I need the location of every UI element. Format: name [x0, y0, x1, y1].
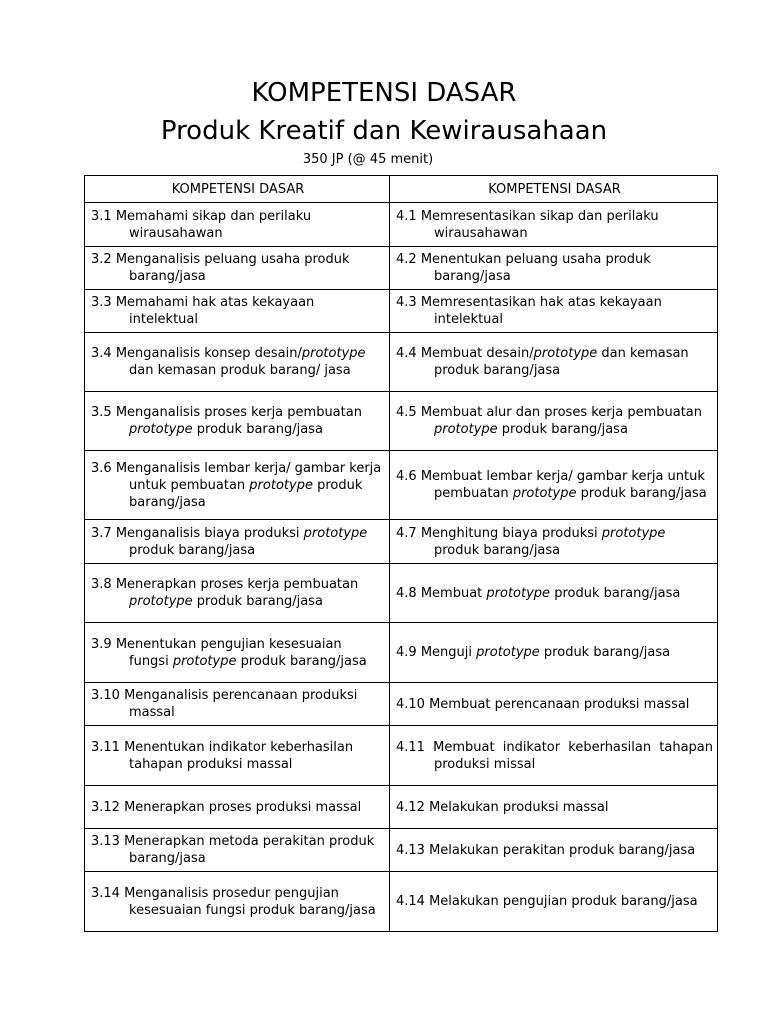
competency-statement: [91, 799, 385, 816]
competency-text: Menganalisis proses kerja pembuatan: [115, 405, 362, 420]
competency-text: Menentukan pengujian kesesuaian fungsi: [115, 636, 342, 669]
competency-text: Melakukan produksi massal: [429, 799, 609, 815]
competency-number: 3.8: [91, 577, 112, 592]
column-header-knowledge: KOMPETENSI DASAR: [85, 176, 390, 203]
competency-knowledge-cell: [85, 564, 390, 623]
competency-number: 4.3: [396, 295, 417, 310]
competency-number: 3.11: [91, 739, 120, 755]
competency-text: produk barang/jasa: [539, 645, 671, 660]
table-row: [85, 872, 718, 932]
competency-statement: [396, 585, 713, 602]
competency-number: 3.2: [91, 252, 112, 267]
competency-text: produk barang/jasa: [192, 422, 323, 437]
competency-number: 3.12: [91, 799, 120, 815]
competency-knowledge-cell: [85, 683, 390, 726]
competency-text: Melakukan perakitan produk barang/jasa: [429, 842, 696, 858]
competency-statement: [91, 294, 385, 328]
italic-term: prototype: [129, 594, 193, 609]
competency-text: Menganalisis prosedur pengujian kesesuaian fungsi produk barang/jasa: [124, 885, 376, 918]
competency-number: 4.10: [396, 696, 425, 712]
competency-text: produk barang/jasa: [236, 653, 367, 669]
italic-term: prototype: [303, 525, 368, 541]
competency-text: produk barang/jasa: [129, 477, 363, 510]
competency-statement: [396, 404, 713, 438]
competency-statement: [396, 799, 713, 816]
competency-skill-cell: [390, 520, 718, 564]
competency-skill-cell: [390, 247, 718, 290]
competency-skill-cell: [390, 564, 718, 623]
competency-number: 3.4: [91, 346, 112, 361]
competency-knowledge-cell: [85, 333, 390, 392]
competency-skill-cell: [390, 451, 718, 520]
competency-text: Membuat desain/: [420, 346, 534, 361]
table-body: [85, 203, 718, 932]
italic-term: prototype: [434, 422, 498, 437]
competency-number: 3.9: [91, 636, 112, 652]
competency-number: 3.5: [91, 405, 112, 420]
competency-text: Menerapkan proses produksi massal: [124, 799, 362, 815]
competency-statement: [91, 833, 385, 867]
competency-statement: [91, 576, 385, 610]
competency-statement: [396, 842, 713, 859]
competency-statement: [91, 345, 385, 379]
table-row: [85, 786, 718, 829]
competency-knowledge-cell: [85, 786, 390, 829]
competency-knowledge-cell: [85, 623, 390, 683]
competency-skill-cell: [390, 829, 718, 872]
competency-statement: [91, 525, 385, 559]
competency-number: 4.12: [396, 799, 425, 815]
document-subject: Produk Kreatif dan Kewirausahaan: [160, 116, 608, 146]
competency-text: Menerapkan proses kerja pembuatan: [115, 577, 359, 592]
competency-number: 3.13: [91, 834, 120, 849]
competency-statement: [91, 208, 385, 242]
competency-statement: [91, 739, 385, 773]
competency-knowledge-cell: [85, 247, 390, 290]
competency-text: Menentukan peluang usaha produk barang/jasa: [420, 252, 651, 284]
competency-statement: [91, 687, 385, 721]
competency-text: produk barang/jasa: [129, 542, 256, 558]
competency-statement: [396, 525, 713, 559]
competency-statement: [396, 644, 713, 661]
italic-term: prototype: [129, 422, 193, 437]
competency-knowledge-cell: [85, 872, 390, 932]
document-title: KOMPETENSI DASAR: [251, 78, 517, 108]
competency-text: Menghitung biaya produksi: [420, 525, 602, 541]
competency-statement: [396, 696, 713, 713]
competency-text: produk barang/jasa: [192, 594, 323, 609]
competency-number: 3.14: [91, 885, 120, 901]
table-row: [85, 623, 718, 683]
competency-number: 4.6: [396, 469, 417, 484]
competency-text: Memresentasikan hak atas kekayaan intelektual: [420, 295, 662, 327]
table-row: [85, 726, 718, 786]
competency-text: produk barang/jasa: [576, 486, 707, 501]
competency-skill-cell: [390, 726, 718, 786]
italic-term: prototype: [172, 653, 237, 669]
competency-text: Memahami sikap dan perilaku wirausahawan: [115, 208, 312, 241]
competency-text: dan kemasan produk barang/ jasa: [129, 363, 351, 378]
competency-skill-cell: [390, 203, 718, 247]
competency-number: 4.13: [396, 842, 425, 858]
competency-knowledge-cell: [85, 392, 390, 451]
competency-text: Membuat alur dan proses kerja pembuatan: [420, 405, 703, 420]
competency-text: Menguji: [420, 645, 477, 660]
competency-statement: [396, 208, 713, 242]
table-row: [85, 247, 718, 290]
competency-knowledge-cell: [85, 726, 390, 786]
competency-skill-cell: [390, 290, 718, 333]
table-row: [85, 451, 718, 520]
competency-text: Menganalisis peluang usaha produk barang/jasa: [115, 252, 350, 284]
competency-statement: [396, 739, 713, 773]
competency-statement: [91, 404, 385, 438]
table-row: [85, 829, 718, 872]
competency-statement: [396, 893, 713, 910]
competency-text: Memresentasikan sikap dan perilaku wirausahawan: [420, 208, 659, 241]
competency-text: Membuat: [420, 585, 487, 601]
competency-number: 4.4: [396, 346, 417, 361]
competency-number: 4.14: [396, 894, 425, 909]
italic-term: prototype: [476, 645, 540, 660]
competency-statement: [91, 460, 385, 511]
table-row: [85, 203, 718, 247]
competency-text: Menerapkan metoda perakitan produk barang/jasa: [124, 834, 375, 866]
competency-text: Menganalisis biaya produksi: [115, 525, 304, 541]
table-row: [85, 564, 718, 623]
competency-skill-cell: [390, 683, 718, 726]
competency-table: [84, 175, 718, 932]
competency-text: Membuat indikator keberhasilan tahapan produksi missal: [433, 739, 713, 772]
italic-term: prototype: [533, 346, 598, 361]
column-header-skills: KOMPETENSI DASAR: [390, 176, 718, 203]
competency-statement: [396, 251, 713, 285]
competency-statement: [396, 294, 713, 328]
competency-text: dan kemasan produk barang/jasa: [434, 346, 689, 378]
competency-number: 4.7: [396, 525, 417, 541]
competency-number: 3.7: [91, 525, 112, 541]
table-row: [85, 333, 718, 392]
competency-text: Membuat lembar kerja/ gambar kerja untuk pembuatan: [420, 469, 705, 501]
competency-skill-cell: [390, 392, 718, 451]
competency-number: 3.3: [91, 295, 112, 310]
competency-text: produk barang/jasa: [497, 422, 628, 437]
table-row: [85, 520, 718, 564]
competency-text: Menentukan indikator keberhasilan tahapan produksi massal: [124, 739, 354, 772]
competency-knowledge-cell: [85, 829, 390, 872]
table-row: [85, 290, 718, 333]
hours-note: 350 JP (@ 45 menit): [302, 152, 434, 167]
competency-knowledge-cell: [85, 451, 390, 520]
competency-statement: [91, 251, 385, 285]
competency-number: 3.10: [91, 688, 120, 703]
competency-number: 4.11: [396, 739, 425, 755]
competency-number: 4.5: [396, 405, 417, 420]
italic-term: prototype: [301, 346, 366, 361]
competency-knowledge-cell: [85, 290, 390, 333]
competency-number: 4.2: [396, 252, 417, 267]
italic-term: prototype: [512, 486, 577, 501]
table-row: [85, 392, 718, 451]
competency-statement: [396, 468, 713, 502]
competency-knowledge-cell: [85, 203, 390, 247]
competency-text: Melakukan pengujian produk barang/jasa: [429, 894, 698, 909]
competency-statement: [91, 636, 385, 670]
table-header-row: [85, 176, 718, 203]
competency-skill-cell: [390, 623, 718, 683]
italic-term: prototype: [601, 525, 666, 541]
table-row: [85, 683, 718, 726]
competency-skill-cell: [390, 786, 718, 829]
competency-skill-cell: [390, 333, 718, 392]
competency-statement: [91, 885, 385, 919]
competency-number: 4.8: [396, 585, 417, 601]
competency-text: Menganalisis perencanaan produksi massal: [124, 688, 358, 720]
competency-text: Menganalisis lembar kerja/ gambar kerja untuk pembuatan: [115, 460, 382, 493]
competency-text: Memahami hak atas kekayaan intelektual: [115, 295, 315, 327]
competency-number: 3.6: [91, 460, 112, 476]
italic-term: prototype: [486, 585, 551, 601]
competency-text: Menganalisis konsep desain/: [115, 346, 302, 361]
competency-number: 3.1: [91, 208, 112, 224]
competency-text: produk barang/jasa: [434, 542, 561, 558]
competency-statement: [396, 345, 713, 379]
competency-knowledge-cell: [85, 520, 390, 564]
competency-number: 4.9: [396, 645, 417, 660]
competency-skill-cell: [390, 872, 718, 932]
competency-text: Membuat perencanaan produksi massal: [429, 696, 690, 712]
competency-number: 4.1: [396, 208, 417, 224]
italic-term: prototype: [249, 477, 313, 493]
competency-text: produk barang/jasa: [550, 585, 681, 601]
